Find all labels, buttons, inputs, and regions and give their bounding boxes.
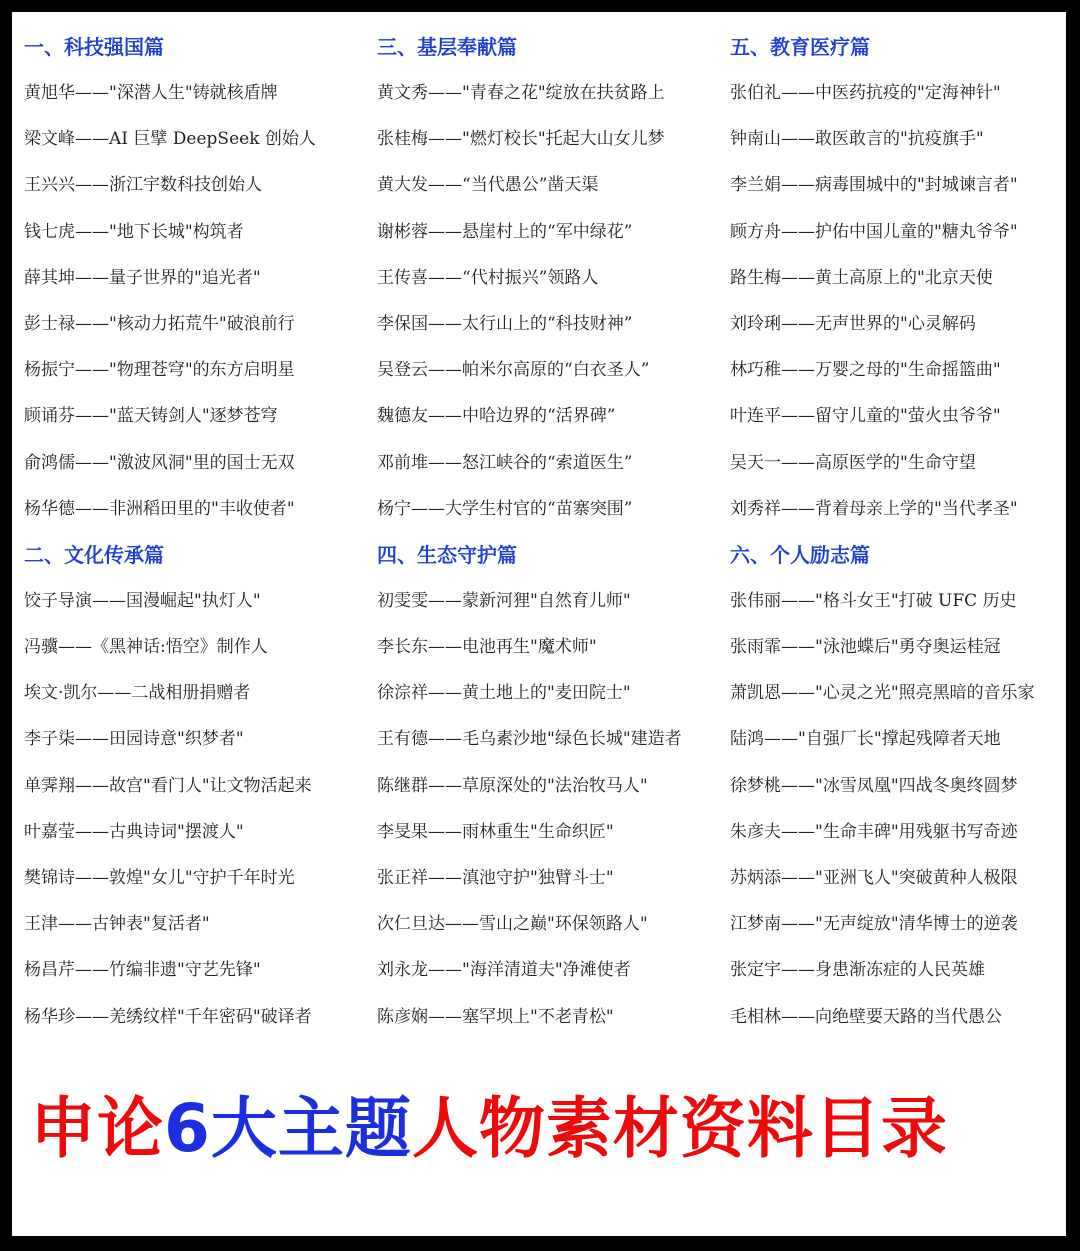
list-item: 杨华珍——羌绣纹样"千年密码"破译者 xyxy=(24,1006,312,1027)
list-item: 徐淙祥——黄土地上的"麦田院士" xyxy=(377,683,631,704)
list-item: 吴天一——高原医学的"生命守望 xyxy=(730,452,976,473)
headline-part-1: 申论 xyxy=(30,1090,164,1167)
list-item: 谢彬蓉——悬崖村上的“军中绿花” xyxy=(377,221,633,242)
list-item: 次仁旦达——雪山之巅"环保领路人" xyxy=(377,914,648,935)
section-title: 四、生态守护篇 xyxy=(377,542,517,567)
section-grassroots xyxy=(377,30,722,532)
list-item: 朱彦夫——"生命丰碑"用残躯书写奇迹 xyxy=(730,821,1018,842)
list-item: 吴登云——帕米尔高原的“白衣圣人” xyxy=(377,360,650,381)
list-item: 陈彦娴——塞罕坝上"不老青松" xyxy=(377,1006,614,1027)
section-tech xyxy=(24,30,369,532)
list-item: 张伯礼——中医药抗疫的"定海神针" xyxy=(730,83,1001,103)
section-title: 五、教育医疗篇 xyxy=(730,35,870,59)
list-item: 张雨霏——"泳池蝶后"勇夺奥运桂冠 xyxy=(730,637,1001,658)
list-item: 毛相林——向绝壁要天路的当代愚公 xyxy=(730,1006,1002,1027)
list-item: 钱七虎——"地下长城"构筑者 xyxy=(24,221,244,242)
column-right xyxy=(730,30,1066,1040)
list-item: 李保国——太行山上的“科技财神” xyxy=(377,313,633,334)
section-title: 三、基层奉献篇 xyxy=(377,35,517,59)
list-item: 初雯雯——蒙新河狸"自然育儿师" xyxy=(377,590,631,611)
section-education-medical xyxy=(730,30,1066,532)
list-item: 李旻果——雨林重生"生命织匠" xyxy=(377,821,614,842)
list-item: 陆鸿——"自强厂长"撑起残障者天地 xyxy=(730,729,1001,750)
list-item: 彭士禄——"核动力拓荒牛"破浪前行 xyxy=(24,313,295,334)
list-item: 刘秀祥——背着母亲上学的"当代孝圣" xyxy=(730,498,1018,519)
list-item: 钟南山——敢医敢言的"抗疫旗手" xyxy=(730,129,984,150)
list-item: 萧凯恩——"心灵之光"照亮黑暗的音乐家 xyxy=(730,683,1035,704)
section-title: 二、文化传承篇 xyxy=(24,542,164,567)
list-item: 王津——古钟表"复活者" xyxy=(24,914,210,935)
list-item: 黄旭华——"深潜人生"铸就核盾牌 xyxy=(24,83,278,103)
list-item: 俞鸿儒——"激波风洞"里的国士无双 xyxy=(24,452,295,473)
list-item: 苏炳添——"亚洲飞人"突破黄种人极限 xyxy=(730,868,1018,888)
list-item: 林巧稚——万婴之母的"生命摇篮曲" xyxy=(730,360,1001,381)
list-item: 张桂梅——"燃灯校长"托起大山女儿梦 xyxy=(377,129,665,150)
column-middle xyxy=(377,30,722,1040)
list-item: 李兰娟——病毒围城中的"封城谏言者" xyxy=(730,175,1018,196)
list-item: 王传喜——“代村振兴”领路人 xyxy=(377,267,599,288)
list-item: 顾诵芬——"蓝天铸剑人"逐梦苍穹 xyxy=(24,406,278,427)
list-item: 杨华德——非洲稻田里的"丰收使者" xyxy=(24,498,295,519)
list-item: 顾方舟——护佑中国儿童的"糖丸爷爷" xyxy=(730,221,1018,242)
list-item: 陈继群——草原深处的"法治牧马人" xyxy=(377,775,648,796)
headline-part-3: 人物素材资料目录 xyxy=(411,1090,948,1167)
document-page xyxy=(12,12,1066,1236)
list-item: 路生梅——黄土高原上的"北京天使 xyxy=(730,267,993,288)
section-title: 一、科技强国篇 xyxy=(24,35,164,59)
list-item: 张正祥——滇池守护"独臂斗士" xyxy=(377,868,614,888)
section-inspiration xyxy=(730,538,1066,1040)
list-item: 徐梦桃——"冰雪凤凰"四战冬奥终圆梦 xyxy=(730,775,1018,796)
list-item: 樊锦诗——敦煌"女儿"守护千年时光 xyxy=(24,868,295,888)
section-ecology xyxy=(377,538,722,1040)
column-left xyxy=(24,30,369,1040)
section-title: 六、个人励志篇 xyxy=(730,542,870,567)
list-item: 黄大发——“当代愚公”凿天渠 xyxy=(377,175,599,196)
list-item: 单霁翔——故宫"看门人"让文物活起来 xyxy=(24,775,312,796)
list-item: 杨宁——大学生村官的“苗寨突围” xyxy=(377,498,633,519)
list-item: 李长东——电池再生"魔术师" xyxy=(377,637,597,658)
list-item: 叶连平——留守儿童的"萤火虫爷爷" xyxy=(730,406,1001,427)
list-item: 黄文秀——"青春之花"绽放在扶贫路上 xyxy=(377,83,665,103)
list-item: 邓前堆——怒江峡谷的“索道医生” xyxy=(377,452,633,473)
list-item: 叶嘉莹——古典诗词"摆渡人" xyxy=(24,821,244,842)
list-item: 梁文峰——AI 巨擘 DeepSeek 创始人 xyxy=(24,129,316,150)
list-item: 王有德——毛乌素沙地"绿色长城"建造者 xyxy=(377,729,682,750)
list-item: 饺子导演——国漫崛起"执灯人" xyxy=(24,590,261,611)
section-culture xyxy=(24,538,369,1040)
page-headline xyxy=(30,1084,948,1174)
list-item: 杨振宁——"物理苍穹"的东方启明星 xyxy=(24,360,295,381)
list-item: 刘玲琍——无声世界的"心灵解码 xyxy=(730,313,976,334)
headline-part-2: 6大主题 xyxy=(164,1090,412,1167)
list-item: 王兴兴——浙江宇数科技创始人 xyxy=(24,175,262,196)
list-item: 张伟丽——"格斗女王"打破 UFC 历史 xyxy=(730,590,1017,611)
list-item: 江梦南——"无声绽放"清华博士的逆袭 xyxy=(730,914,1018,935)
list-item: 杨昌芹——竹编非遗"守艺先锋" xyxy=(24,960,261,981)
list-item: 魏德友——中哈边界的“活界碑” xyxy=(377,406,616,427)
list-item: 李子柒——田园诗意"织梦者" xyxy=(24,729,244,750)
list-item: 冯骥——《黑神话:悟空》制作人 xyxy=(24,637,268,658)
list-item: 张定宇——身患渐冻症的人民英雄 xyxy=(730,960,985,981)
list-item: 薛其坤——量子世界的"追光者" xyxy=(24,267,261,288)
list-item: 刘永龙——"海洋清道夫"净滩使者 xyxy=(377,960,631,981)
list-item: 埃文·凯尔——二战相册捐赠者 xyxy=(24,683,251,704)
